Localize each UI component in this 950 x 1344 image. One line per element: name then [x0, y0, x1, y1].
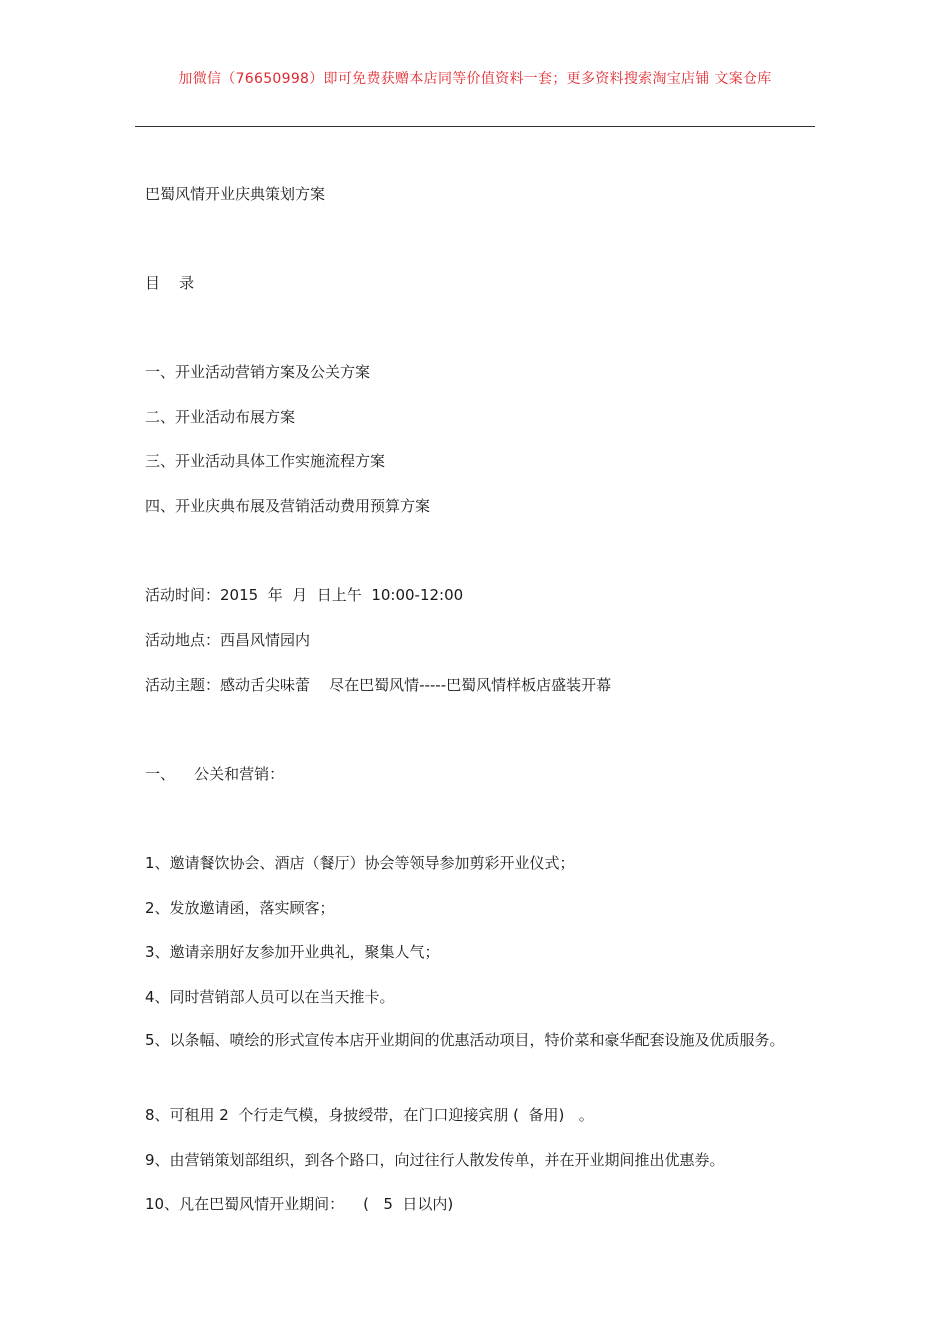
toc-item: 三、开业活动具体工作实施流程方案: [145, 452, 386, 470]
event-place: 活动地点：西昌风情园内: [145, 631, 311, 649]
list-item: 2、发放邀请函，落实顾客；: [145, 899, 335, 917]
section-heading: 一、 公关和营销：: [145, 765, 285, 783]
list-item: 1、邀请餐饮协会、酒店（餐厅）协会等领导参加剪彩开业仪式；: [145, 854, 575, 872]
toc-item: 二、开业活动布展方案: [145, 408, 296, 426]
toc-item: 一、开业活动营销方案及公关方案: [145, 363, 371, 381]
list-item: 5、以条幅、喷绘的形式宣传本店开业期间的优惠活动项目，特价菜和豪华配套设施及优质服务。: [145, 1031, 785, 1049]
event-time: 活动时间：2015 年 月 日上午 10:00-12:00: [145, 586, 464, 604]
list-item: 8、可租用 2 个行走气模，身披绶带，在门口迎接宾朋 ( 备用) 。: [145, 1106, 594, 1124]
header-divider: [135, 126, 815, 127]
list-item: 4、同时营销部人员可以在当天推卡。: [145, 988, 395, 1006]
list-item: 3、邀请亲朋好友参加开业典礼，聚集人气；: [145, 943, 440, 961]
event-theme: 活动主题：感动舌尖味蕾 尽在巴蜀风情-----巴蜀风情样板店盛装开幕: [145, 676, 612, 694]
toc-item: 四、开业庆典布展及营销活动费用预算方案: [145, 497, 431, 515]
header-promo-note: 加微信（76650998）即可免费获赠本店同等价值资料一套；更多资料搜索淘宝店铺 文案仓库: [178, 71, 772, 87]
list-item: 10、凡在巴蜀风情开业期间： ( 5 日以内): [145, 1195, 454, 1213]
list-item: 9、由营销策划部组织，到各个路口，向过往行人散发传单，并在开业期间推出优惠券。: [145, 1151, 725, 1169]
toc-heading: 目 录: [145, 274, 195, 292]
document-title: 巴蜀风情开业庆典策划方案: [145, 185, 326, 203]
